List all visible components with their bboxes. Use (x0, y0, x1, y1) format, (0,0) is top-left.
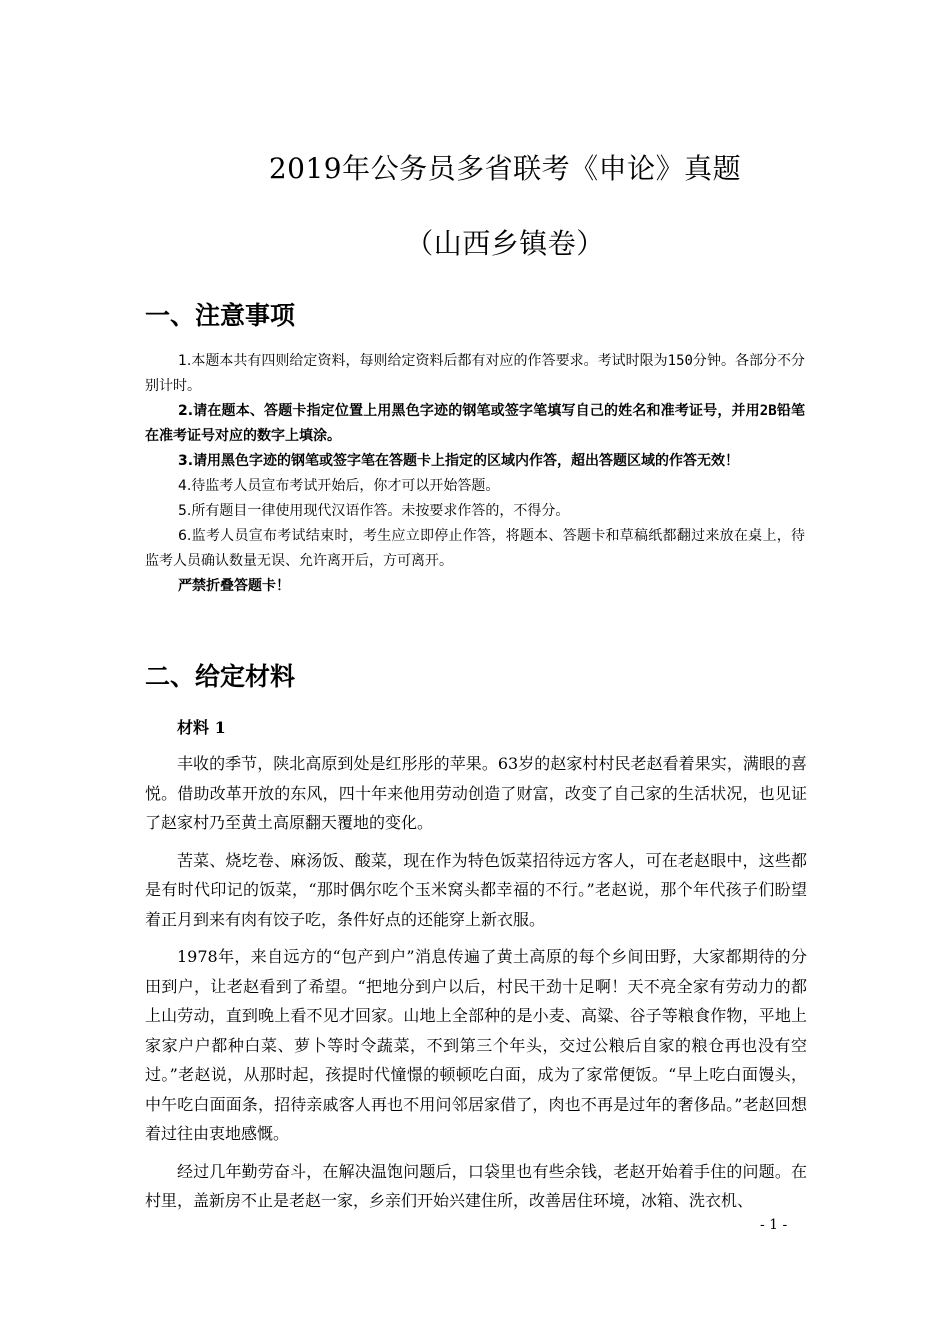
note-number: 1. (178, 353, 192, 369)
note-number: 5. (178, 503, 192, 519)
note-number: 4. (178, 478, 192, 494)
page-number: - 1 - (760, 1217, 788, 1233)
note-text: 请用黑色字迹的钢笔或签字笔在答题卡上指定的区域内作答，超出答题区域的作答无效！ (193, 453, 740, 469)
document-title: 2019年公务员多省联考《申论》真题 (268, 152, 742, 185)
note-text: 监考人员宣布考试结束时，考生应立即停止作答，将题本、答题卡和草稿纸都翻过来放在桌上，待监考人员确认数量无误、允许离开后，方可离开。 (145, 528, 805, 569)
material-paragraph: 丰收的季节，陕北高原到处是红彤彤的苹果。63岁的赵家村村民老赵看着果实，满眼的喜悦。借助改革开放的东风，四十年来他用劳动创造了财富，改变了自己家的生活状况，也见证了赵家村乃至黄土高原翻天覆地的变化。 (145, 754, 807, 832)
material-paragraph: 经过几年勤劳奋斗，在解决温饱问题后，口袋里也有些余钱，老赵开始着手住的问题。在村里，盖新房不止是老赵一家，乡亲们开始兴建住所，改善居住环境，冰箱、洗衣机、 (145, 1161, 807, 1210)
note-text: 请在题本、答题卡指定位置上用黑色字迹的钢笔或签字笔填写自己的姓名和准考证号，并用2B铅笔在准考证号对应的数字上填涂。 (145, 403, 805, 444)
warning-text: 严禁折叠答题卡！ (178, 578, 290, 594)
section-heading-materials: 二、给定材料 (145, 662, 296, 691)
note-text: 本题本共有四则给定资料，每则给定资料后都有对应的作答要求。考试时限为150分钟。各部分不分别计时。 (145, 353, 805, 394)
note-item (145, 349, 805, 399)
note-number: 3. (178, 453, 194, 469)
material-paragraph: 1978年，来自远方的“包产到户”消息传遍了黄土高原的每个乡间田野，大家都期待的分田到户，让老赵看到了希望。“把地分到户以后，村民干劲十足啊！天不亮全家有劳动力的都上山劳动，直到晚上看不见才回家。山地上全部种的是小麦、高粱、谷子等粮食作物，平地上家家户户都种白菜、萝卜等时令蔬菜，不到第三个年头，交过公粮后自家的粮仓再也没有空过。”老赵说，从那时起，孩提时代憧憬的顿顿吃白面，成为了家常便饭。“早上吃白面馒头，中午吃白面面条，招待亲戚客人再也不用问邻居家借了，肉也不再是过年的奢侈品。”老赵回想着过往由衷地感慨。 (145, 947, 807, 1143)
note-text: 所有题目一律使用现代汉语作答。未按要求作答的，不得分。 (191, 503, 570, 519)
notes-list (145, 349, 805, 599)
note-item (145, 499, 805, 524)
note-item (145, 474, 805, 499)
note-item (145, 449, 805, 474)
note-number: 2. (178, 403, 194, 419)
note-number: 6. (178, 528, 192, 544)
note-item (145, 524, 805, 574)
section-heading-notes: 一、注意事项 (145, 301, 296, 330)
document-subtitle: （山西乡镇卷） (405, 227, 605, 260)
material-body (145, 749, 807, 1224)
material-paragraph: 苦菜、烧圪卷、麻汤饭、酸菜，现在作为特色饭菜招待远方客人，可在老赵眼中，这些都是有时代印记的饭菜，“那时偶尔吃个玉米窝头都幸福的不行。”老赵说，那个年代孩子们盼望着正月到来有肉有饺子吃，条件好点的还能穿上新衣服。 (145, 850, 807, 929)
note-text: 待监考人员宣布考试开始后，你才可以开始答题。 (191, 478, 500, 494)
note-item (145, 399, 805, 449)
material-label: 材料 1 (177, 718, 226, 737)
